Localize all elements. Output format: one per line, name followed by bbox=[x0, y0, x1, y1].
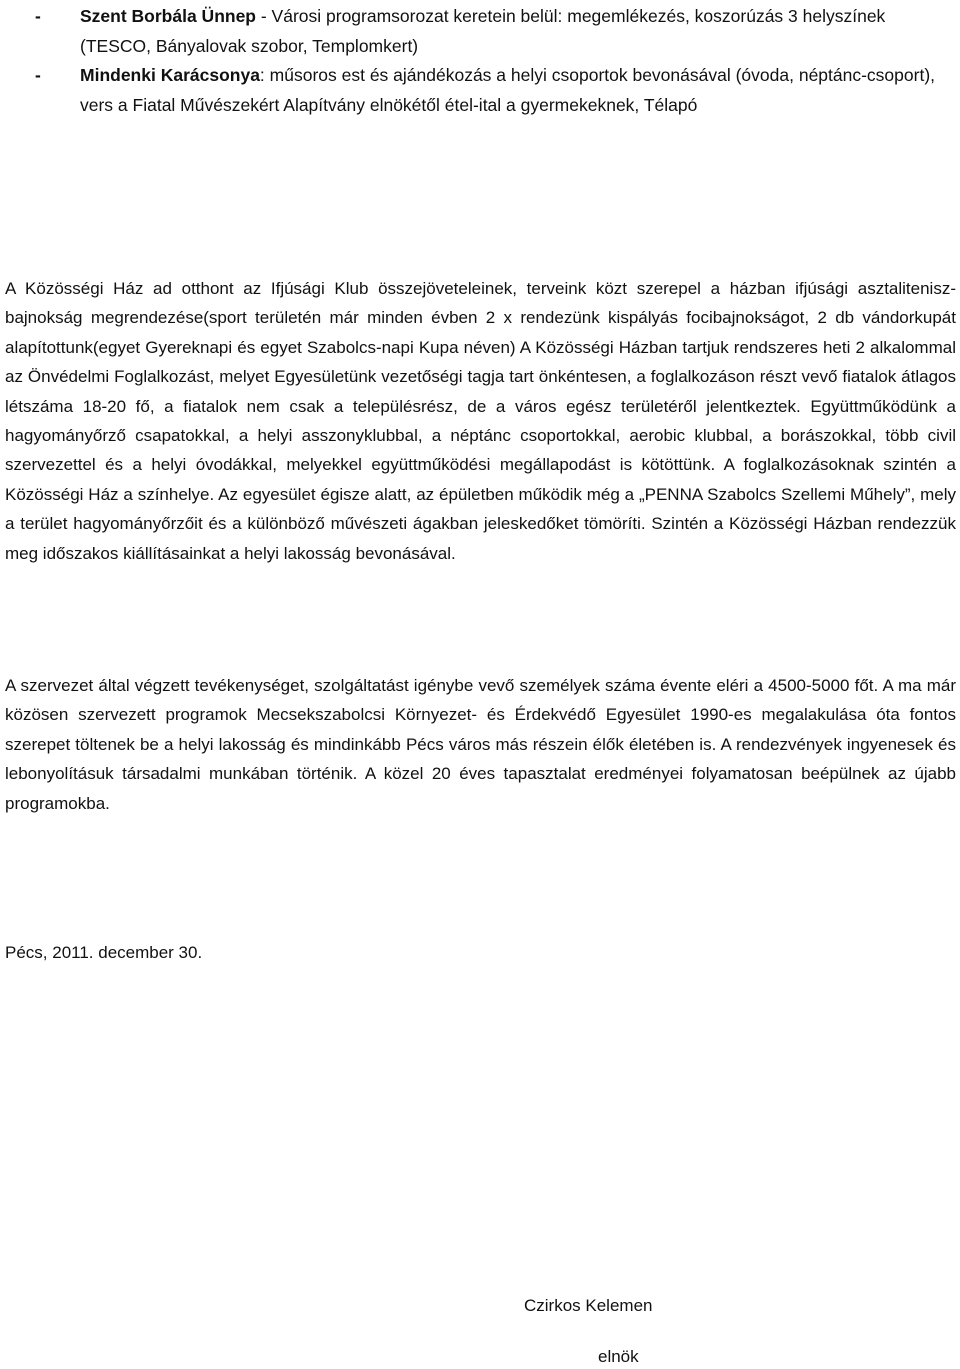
paragraph-organization-summary: A szervezet által végzett tevékenységet, szolgáltatást igénybe vevő személyek száma évente eléri a 4500-5000 főt. A ma már közösen szervezett programok Mecsekszabolcsi Környezet- és Érdekvédő Egyesület 1990-es megalakulása óta fontos szerepet töltenek be a helyi lakosság és mindinkább Pécs város más részein élők életében is. A rendezvények ingyenesek és lebonyolításuk társadalmi munkában történik. A közel 20 éves tapasztalat eredményei folyamatosan beépülnek az újabb programokba. bbox=[5, 676, 956, 813]
list-item bbox=[35, 2, 955, 61]
bullet-dash: - bbox=[35, 6, 41, 26]
event-title: Szent Borbála Ünnep bbox=[80, 6, 256, 26]
place-and-date: Pécs, 2011. december 30. bbox=[5, 943, 203, 962]
paragraph-community-house: A Közösségi Ház ad otthont az Ifjúsági Klub összejöveteleinek, terveink közt szerepel a házban ifjúsági asztalitenisz-bajnokság megrendezése(sport területén már minden évben 2 x rendezünk kispályás focibajnokságot, 2 db vándorkupát alapítottunk(egyet Gyereknapi és egyet Szabolcs-napi Kupa néven) A Közösségi Házban tartjuk rendszeres heti 2 alkalommal az Önvédelmi Foglalkozást, melyet Egyesületünk vezetőségi tagja tart önkéntesen, a foglalkozáson részt vevő fiatalok átlagos létszáma 18-20 fő, a fiatalok nem csak a településrész, de a város egész területéről jelentkeztek. Együttműködünk a hagyományőrző csapatokkal, a helyi asszonyklubbal, a néptánc csoportokkal, aerobic klubbal, a borászokkal, több civil szervezettel és a helyi óvodákkal, melyekkel együttműködési megállapodást is kötöttünk. A foglalkozásoknak szintén a Közösségi Ház a színhelye. Az egyesület égisze alatt, az épületben működik még a „PENNA Szabolcs Szellemi Műhely”, mely a terület hagyományőrzőit és a különböző művészeti ágakban jeleskedőket tömöríti. Szintén a Közösségi Házban rendezzük meg időszakos kiállításainkat a helyi lakosság bevonásával. bbox=[5, 279, 956, 563]
event-title: Mindenki Karácsonya bbox=[80, 65, 260, 85]
list-item-body bbox=[80, 2, 955, 61]
signatory-name: Czirkos Kelemen bbox=[524, 1296, 653, 1315]
event-list bbox=[35, 2, 955, 120]
list-item bbox=[35, 61, 955, 120]
signatory-title: elnök bbox=[598, 1347, 639, 1366]
list-item-body bbox=[80, 61, 955, 120]
event-description: : műsoros est és ajándékozás a helyi csoportok bevonásával (óvoda, néptánc-csoport), vers a Fiatal Művészekért Alapítvány elnökétől étel-ital a gyermekeknek, Télapó bbox=[80, 65, 936, 115]
bullet-dash: - bbox=[35, 65, 41, 85]
event-description: - Városi programsorozat keretein belül: megemlékezés, koszorúzás 3 helyszínek (TESCO, Bányalovak szobor, Templomkert) bbox=[80, 6, 886, 56]
